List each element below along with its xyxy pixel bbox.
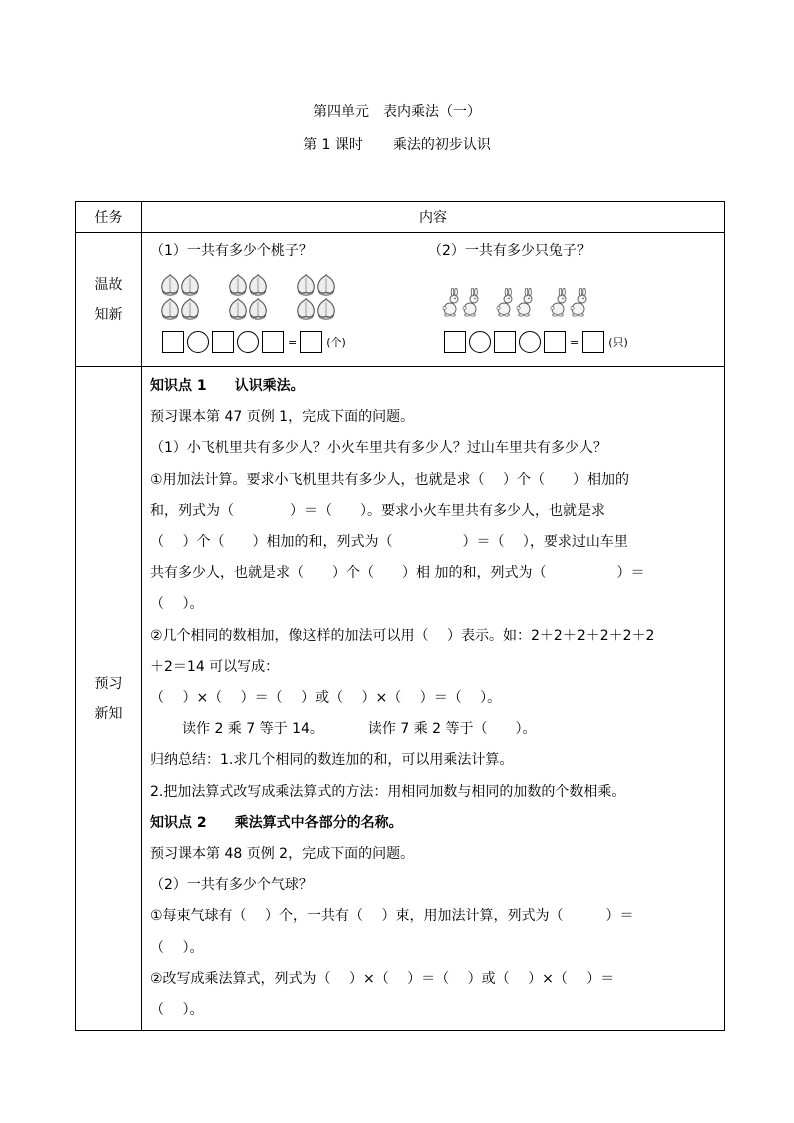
rabbit-group-1 bbox=[443, 288, 478, 316]
text-line: 和，列式为（ ）＝（ ）。要求小火车里共有多少人，也就是求 bbox=[150, 502, 605, 519]
preview-label bbox=[76, 367, 142, 1031]
preview-row bbox=[76, 367, 725, 1031]
peach-icon bbox=[230, 299, 246, 320]
review-label-line1: 温故 bbox=[94, 276, 123, 293]
unit-label: (个) bbox=[326, 336, 346, 349]
peach-icon bbox=[250, 299, 266, 320]
text-line: （ ）个（ ）相加的和，列式为（ ）＝（ ），要求过山车里 bbox=[150, 534, 628, 551]
peach-icon bbox=[182, 299, 198, 320]
rabbit-icon bbox=[571, 288, 586, 316]
peach-icon bbox=[318, 275, 334, 296]
answer-box[interactable] bbox=[162, 331, 184, 353]
peach-group-2 bbox=[230, 275, 266, 320]
summary-line: 2.把加法算式改写成乘法算式的方法：用相同加数与相同的加数的个数相乘。 bbox=[150, 783, 626, 800]
text-line: （ ）。 bbox=[150, 596, 204, 613]
peach-group-3 bbox=[298, 275, 334, 320]
answer-box[interactable] bbox=[444, 331, 466, 353]
reading-2: 读作 7 乘 2 等于（ ）。 bbox=[367, 721, 537, 738]
text-line: 共有多少人，也就是求（ ）个（ ）相 加的和，列式为（ ）＝ bbox=[150, 565, 645, 582]
question-rabbits: （2）一共有多少只兔子？ bbox=[428, 243, 591, 259]
equals-sign: = bbox=[288, 335, 298, 349]
knowledge-point-1: 知识点 1 认识乘法。 bbox=[150, 378, 305, 394]
text-line: ①每束气球有（ ）个，一共有（ ）束，用加法计算，列式为（ ）＝ bbox=[150, 908, 634, 925]
result-box[interactable] bbox=[582, 331, 604, 353]
operator-circle[interactable] bbox=[469, 331, 491, 353]
reading-line bbox=[150, 714, 716, 745]
peach-icon bbox=[318, 299, 334, 320]
rabbit-icon bbox=[551, 288, 566, 316]
peach-icon bbox=[182, 275, 198, 296]
text-line: （1）小飞机里共有多少人？小火车里共有多少人？过山车里共有多少人？ bbox=[150, 440, 607, 457]
reading-1: 读作 2 乘 7 等于 14。 bbox=[182, 721, 324, 738]
preview-label-line2: 新知 bbox=[94, 705, 123, 722]
answer-box[interactable] bbox=[212, 331, 234, 353]
header-content: 内容 bbox=[142, 202, 725, 233]
review-row bbox=[76, 233, 725, 367]
rabbit-icon bbox=[497, 288, 512, 316]
lesson-table bbox=[75, 201, 725, 1031]
text-line: 预习课本第 48 页例 2，完成下面的问题。 bbox=[150, 846, 415, 863]
rabbit-group-2 bbox=[497, 288, 532, 316]
text-line: ②改写成乘法算式，列式为（ ）×（ ）＝（ ）或（ ）×（ ）＝ bbox=[150, 970, 615, 987]
unit-label: (只) bbox=[608, 336, 628, 349]
text-line: ＋2＝14 可以写成： bbox=[150, 658, 280, 675]
unit-title: 第四单元 表内乘法（一） bbox=[313, 104, 481, 120]
text-line: （ ）。 bbox=[150, 939, 204, 956]
header-task: 任务 bbox=[76, 202, 142, 233]
peach-icon bbox=[298, 299, 314, 320]
operator-circle[interactable] bbox=[237, 331, 259, 353]
review-label-line2: 知新 bbox=[94, 306, 123, 323]
text-line: ②几个相同的数相加，像这样的加法可以用（ ）表示。如：2＋2＋2＋2＋2＋2 bbox=[150, 627, 655, 644]
review-label bbox=[76, 233, 142, 367]
text-line: ①用加法计算。要求小飞机里共有多少人，也就是求（ ）个（ ）相加的 bbox=[150, 471, 629, 488]
review-content bbox=[142, 233, 725, 367]
text-line: （ ）。 bbox=[150, 1002, 204, 1019]
peach-icon bbox=[298, 275, 314, 296]
rabbit-group-3 bbox=[551, 288, 586, 316]
rabbits-illustration bbox=[442, 288, 592, 320]
table-header-row bbox=[76, 202, 725, 233]
peach-equation bbox=[162, 331, 346, 353]
operator-circle[interactable] bbox=[187, 331, 209, 353]
preview-content bbox=[142, 367, 725, 1031]
preview-label-line1: 预习 bbox=[94, 675, 123, 692]
question-peaches: （1）一共有多少个桃子？ bbox=[150, 243, 313, 259]
peach-group-1 bbox=[162, 275, 198, 320]
text-line: （ ）×（ ）＝（ ）或（ ）×（ ）＝（ ）。 bbox=[150, 690, 502, 707]
peach-icon bbox=[162, 275, 178, 296]
lesson-title: 乘法的初步认识 bbox=[392, 137, 491, 153]
summary-line: 归纳总结：1.求几个相同的数连加的和，可以用乘法计算。 bbox=[150, 752, 514, 769]
peach-icon bbox=[162, 299, 178, 320]
rabbit-icon bbox=[517, 288, 532, 316]
answer-box[interactable] bbox=[262, 331, 284, 353]
result-box[interactable] bbox=[300, 331, 322, 353]
lesson-heading bbox=[0, 134, 794, 154]
equals-sign: = bbox=[570, 335, 580, 349]
rabbit-icon bbox=[463, 288, 478, 316]
peach-icon bbox=[230, 275, 246, 296]
text-line: （2）一共有多少个气球？ bbox=[150, 877, 313, 894]
lesson-number: 第 1 课时 bbox=[303, 137, 363, 153]
peach-icon bbox=[250, 275, 266, 296]
answer-box[interactable] bbox=[544, 331, 566, 353]
answer-box[interactable] bbox=[494, 331, 516, 353]
peaches-illustration bbox=[160, 273, 350, 321]
operator-circle[interactable] bbox=[519, 331, 541, 353]
knowledge-point-2: 知识点 2 乘法算式中各部分的名称。 bbox=[150, 814, 403, 831]
rabbit-equation bbox=[444, 331, 628, 353]
text-line: 预习课本第 47 页例 1，完成下面的问题。 bbox=[150, 409, 415, 426]
rabbit-icon bbox=[443, 288, 458, 316]
